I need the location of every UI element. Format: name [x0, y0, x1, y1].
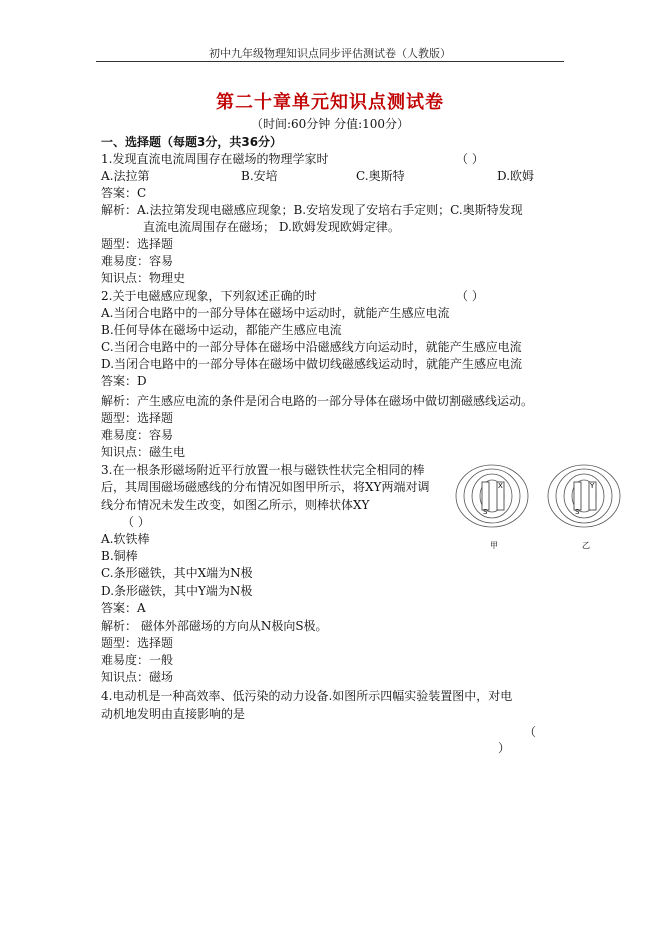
q2-option-a: A.当闭合电路中的一部分导体在磁场中运动时，就能产生感应电流	[101, 306, 450, 320]
q1-difficulty: 难易度：容易	[101, 254, 174, 268]
q3-knowledge: 知识点：磁场	[101, 670, 174, 684]
q3-option-a: A.软铁棒	[101, 532, 150, 546]
q1-type: 题型：选择题	[101, 237, 174, 251]
q2-difficulty: 难易度：容易	[101, 428, 174, 442]
q2-stem: 2.关于电磁感应现象，下列叙述正确的时	[101, 289, 317, 303]
q3-paren: （ ）	[122, 515, 150, 529]
q1-analysis-cont: 直流电流周围存在磁场； D.欧姆发现欧姆定律。	[143, 220, 400, 234]
q3-type: 题型：选择题	[101, 636, 174, 650]
q2-option-b: B.任何导体在磁场中运动，都能产生感应电流	[101, 323, 342, 337]
q1-option-b: B.安培	[241, 169, 278, 183]
q2-answer: 答案：D	[101, 374, 147, 388]
q4-stem-line1: 4.电动机是一种高效率、低污染的动力设备.如图所示四幅实验装置图中，对电	[101, 689, 513, 703]
q2-analysis: 解析：产生感应电流的条件是闭合电路的一部分导体在磁场中做切割磁感线运动。	[101, 394, 534, 408]
q4-paren-open: （	[524, 725, 537, 739]
q3-option-d: D.条形磁铁，其中Y端为N极	[101, 584, 253, 598]
q3-difficulty: 难易度：一般	[101, 653, 174, 667]
page-title: 第二十章单元知识点测试卷	[216, 92, 444, 113]
q2-knowledge: 知识点：磁生电	[101, 445, 186, 459]
figure-b-label: 乙	[582, 541, 590, 550]
magnetic-field-figure	[452, 464, 652, 554]
figure-b-mark-y: Y	[590, 482, 595, 490]
q3-stem-line2: 后，其周围磁场磁感线的分布情况如图甲所示，将XY两端对调	[101, 480, 430, 494]
q3-answer: 答案：A	[101, 601, 146, 615]
figure-a-magnet	[482, 482, 489, 510]
q3-option-b: B.铜棒	[101, 549, 138, 563]
q1-answer: 答案：C	[101, 186, 147, 200]
header-rule	[96, 61, 564, 62]
q4-stem-line2: 动机地发明由直接影响的是	[101, 707, 246, 721]
figure-a-label: 甲	[490, 541, 498, 550]
q2-option-d: D.当闭合电路中的一部分导体在磁场中做切线磁感线运动时，就能产生感应电流	[101, 357, 523, 371]
q1-analysis: 解析：A.法拉第发现电磁感应现象；B.安培发现了安培右手定则；C.奥斯特发现	[101, 203, 523, 217]
q1-stem: 1.发现直流电流周围存在磁场的物理学家时	[101, 152, 329, 166]
q2-option-c: C.当闭合电路中的一部分导体在磁场中沿磁感线方向运动时，就能产生感应电流	[101, 340, 522, 354]
q3-option-c: C.条形磁铁，其中X端为N极	[101, 566, 253, 580]
q1-option-d: D.欧姆	[497, 169, 535, 183]
exam-info: （时间:60分钟 分值:100分）	[250, 117, 410, 131]
q2-paren: （ ）	[456, 289, 484, 303]
q2-type: 题型：选择题	[101, 411, 174, 425]
q4-paren-close: ）	[498, 741, 511, 755]
section-heading: 一、选择题（每题3分，共36分）	[101, 135, 283, 149]
figure-a-mark-s: S	[483, 508, 488, 516]
q3-stem-line3: 线分布情况未发生改变，如图乙所示，则棒状体XY	[101, 498, 370, 512]
figure-b-mark-s: S	[575, 508, 580, 516]
q1-paren: （ ）	[456, 152, 484, 166]
running-header: 初中九年级物理知识点同步评估测试卷（人教版）	[209, 47, 451, 60]
q1-option-a: A.法拉第	[101, 169, 150, 183]
q3-analysis: 解析： 磁体外部磁场的方向从N极向S极。	[101, 619, 328, 633]
figure-b-magnet	[574, 482, 581, 510]
q1-option-c: C.奥斯特	[356, 169, 405, 183]
q3-stem-line1: 3.在一根条形磁场附近平行放置一根与磁铁性状完全相同的棒	[101, 463, 425, 477]
q1-knowledge: 知识点：物理史	[101, 271, 186, 285]
figure-a-mark-x: X	[498, 482, 503, 490]
